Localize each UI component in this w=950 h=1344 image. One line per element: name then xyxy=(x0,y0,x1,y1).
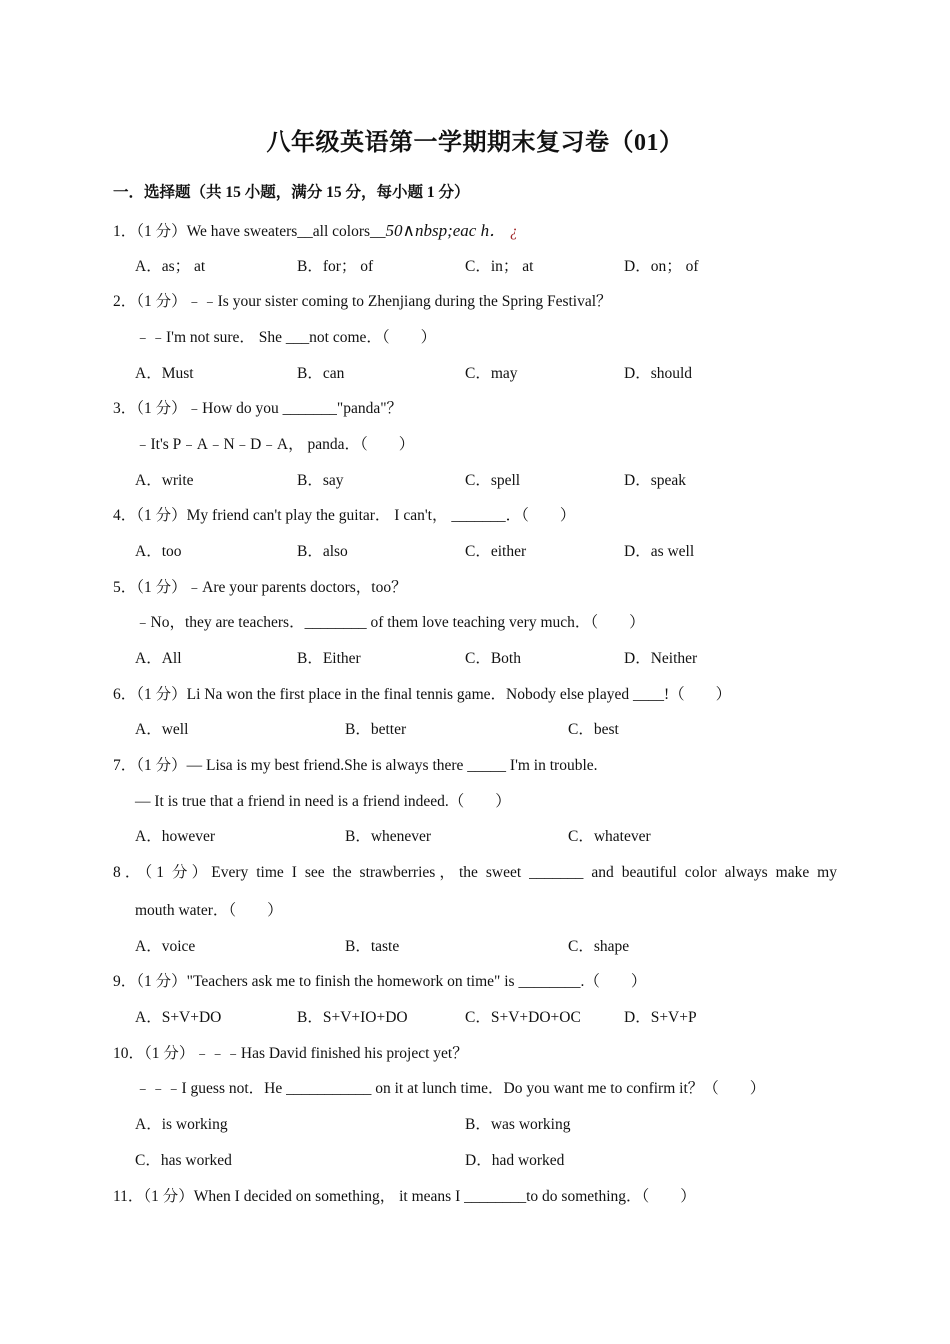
question-10-stem-cont: ﹣﹣﹣I guess not．He ___________ on it at lunch time．Do you want me to confirm it？（ ） xyxy=(135,1080,766,1097)
section-heading: 一．选择题（共 15 小题，满分 15 分，每小题 1 分） xyxy=(113,184,470,201)
question-3-stem: 3．（1 分）﹣How do you _______"panda"？ xyxy=(113,400,403,417)
question-2-option-b[interactable]: B．can xyxy=(297,365,345,382)
question-4-option-a[interactable]: A．too xyxy=(135,543,182,560)
question-3-option-d[interactable]: D．speak xyxy=(624,472,686,489)
question-7-option-a[interactable]: A．however xyxy=(135,828,216,845)
question-1-stem: 1．（1 分）We have sweaters__all colors__50∧nbsp;eac h． ¿ xyxy=(113,221,518,240)
question-4-option-d[interactable]: D．as well xyxy=(624,543,695,560)
question-9-stem: 9．（1 分）"Teachers ask me to finish the homework on time" is ________.（ ） xyxy=(113,973,647,990)
question-4-stem: 4．（1 分）My friend can't play the guitar． I can't， _______．（ ） xyxy=(113,507,576,524)
question-2-option-d[interactable]: D．should xyxy=(624,365,693,382)
question-6-option-b[interactable]: B．better xyxy=(345,721,407,738)
question-3-option-b[interactable]: B．say xyxy=(297,472,344,489)
question-8-stem: 8．（1 分）Every time I see the strawberries，the sweet _______ and beautiful color always make my xyxy=(113,864,837,881)
question-4-option-b[interactable]: B．also xyxy=(297,543,348,560)
question-10-option-a[interactable]: A．is working xyxy=(135,1116,228,1133)
question-8-option-b[interactable]: B．taste xyxy=(345,938,400,955)
question-1-option-c[interactable]: C．in； at xyxy=(465,258,534,275)
question-7-option-c[interactable]: C．whatever xyxy=(568,828,651,845)
question-5-stem: 5．（1 分）﹣Are your parents doctors，too？ xyxy=(113,579,407,596)
question-9-option-b[interactable]: B．S+V+IO+DO xyxy=(297,1009,408,1026)
question-6-option-c[interactable]: C．best xyxy=(568,721,619,738)
question-7-stem: 7．（1 分）— Lisa is my best friend.She is always there _____ I'm in trouble. xyxy=(113,757,598,774)
question-7-option-b[interactable]: B．whenever xyxy=(345,828,432,845)
question-1-option-d[interactable]: D．on； of xyxy=(624,258,699,275)
question-2-option-a[interactable]: A．Must xyxy=(135,365,194,382)
question-6-option-a[interactable]: A．well xyxy=(135,721,189,738)
page-title: 八年级英语第一学期期末复习卷（01） xyxy=(266,130,684,156)
question-11-stem: 11．（1 分）When I decided on something， it means I ________to do something．（ ） xyxy=(113,1188,696,1205)
question-9-option-d[interactable]: D．S+V+P xyxy=(624,1009,697,1026)
question-2-stem: 2．（1 分）﹣﹣Is your sister coming to Zhenjiang during the Spring Festival？ xyxy=(113,293,612,310)
question-10-stem: 10．（1 分）﹣﹣﹣Has David finished his project yet？ xyxy=(113,1045,468,1062)
question-5-option-c[interactable]: C．Both xyxy=(465,650,521,667)
question-2-option-c[interactable]: C．may xyxy=(465,365,518,382)
question-10-option-b[interactable]: B．was working xyxy=(465,1116,571,1133)
question-5-option-b[interactable]: B．Either xyxy=(297,650,361,667)
garbled-text: 50∧nbsp;eac h． xyxy=(385,221,507,240)
question-8-stem-cont: mouth water．（ ） xyxy=(135,902,283,919)
question-1-option-a[interactable]: A．as； at xyxy=(135,258,206,275)
question-2-stem-cont: ﹣﹣I'm not sure． She ___not come．（ ） xyxy=(135,329,437,346)
question-5-option-a[interactable]: A．All xyxy=(135,650,182,667)
question-1-option-b[interactable]: B．for； of xyxy=(297,258,374,275)
question-9-option-a[interactable]: A．S+V+DO xyxy=(135,1009,222,1026)
question-7-stem-cont: — It is true that a friend in need is a friend indeed.（ ） xyxy=(135,793,511,810)
garbled-mark: ¿ xyxy=(509,223,518,240)
question-3-option-c[interactable]: C．spell xyxy=(465,472,521,489)
question-10-option-d[interactable]: D．had worked xyxy=(465,1152,565,1169)
question-6-stem: 6．（1 分）Li Na won the first place in the final tennis game．Nobody else played ____!（ ） xyxy=(113,686,732,703)
question-9-option-c[interactable]: C．S+V+DO+OC xyxy=(465,1009,581,1026)
question-3-stem-cont: ﹣It's P﹣A﹣N﹣D﹣A， panda．（ ） xyxy=(135,436,415,453)
question-4-option-c[interactable]: C．either xyxy=(465,543,527,560)
question-5-stem-cont: ﹣No，they are teachers．________ of them love teaching very much．（ ） xyxy=(135,614,645,631)
question-3-option-a[interactable]: A．write xyxy=(135,472,194,489)
question-8-option-c[interactable]: C．shape xyxy=(568,938,630,955)
question-5-option-d[interactable]: D．Neither xyxy=(624,650,698,667)
question-8-option-a[interactable]: A．voice xyxy=(135,938,196,955)
question-10-option-c[interactable]: C．has worked xyxy=(135,1152,232,1169)
